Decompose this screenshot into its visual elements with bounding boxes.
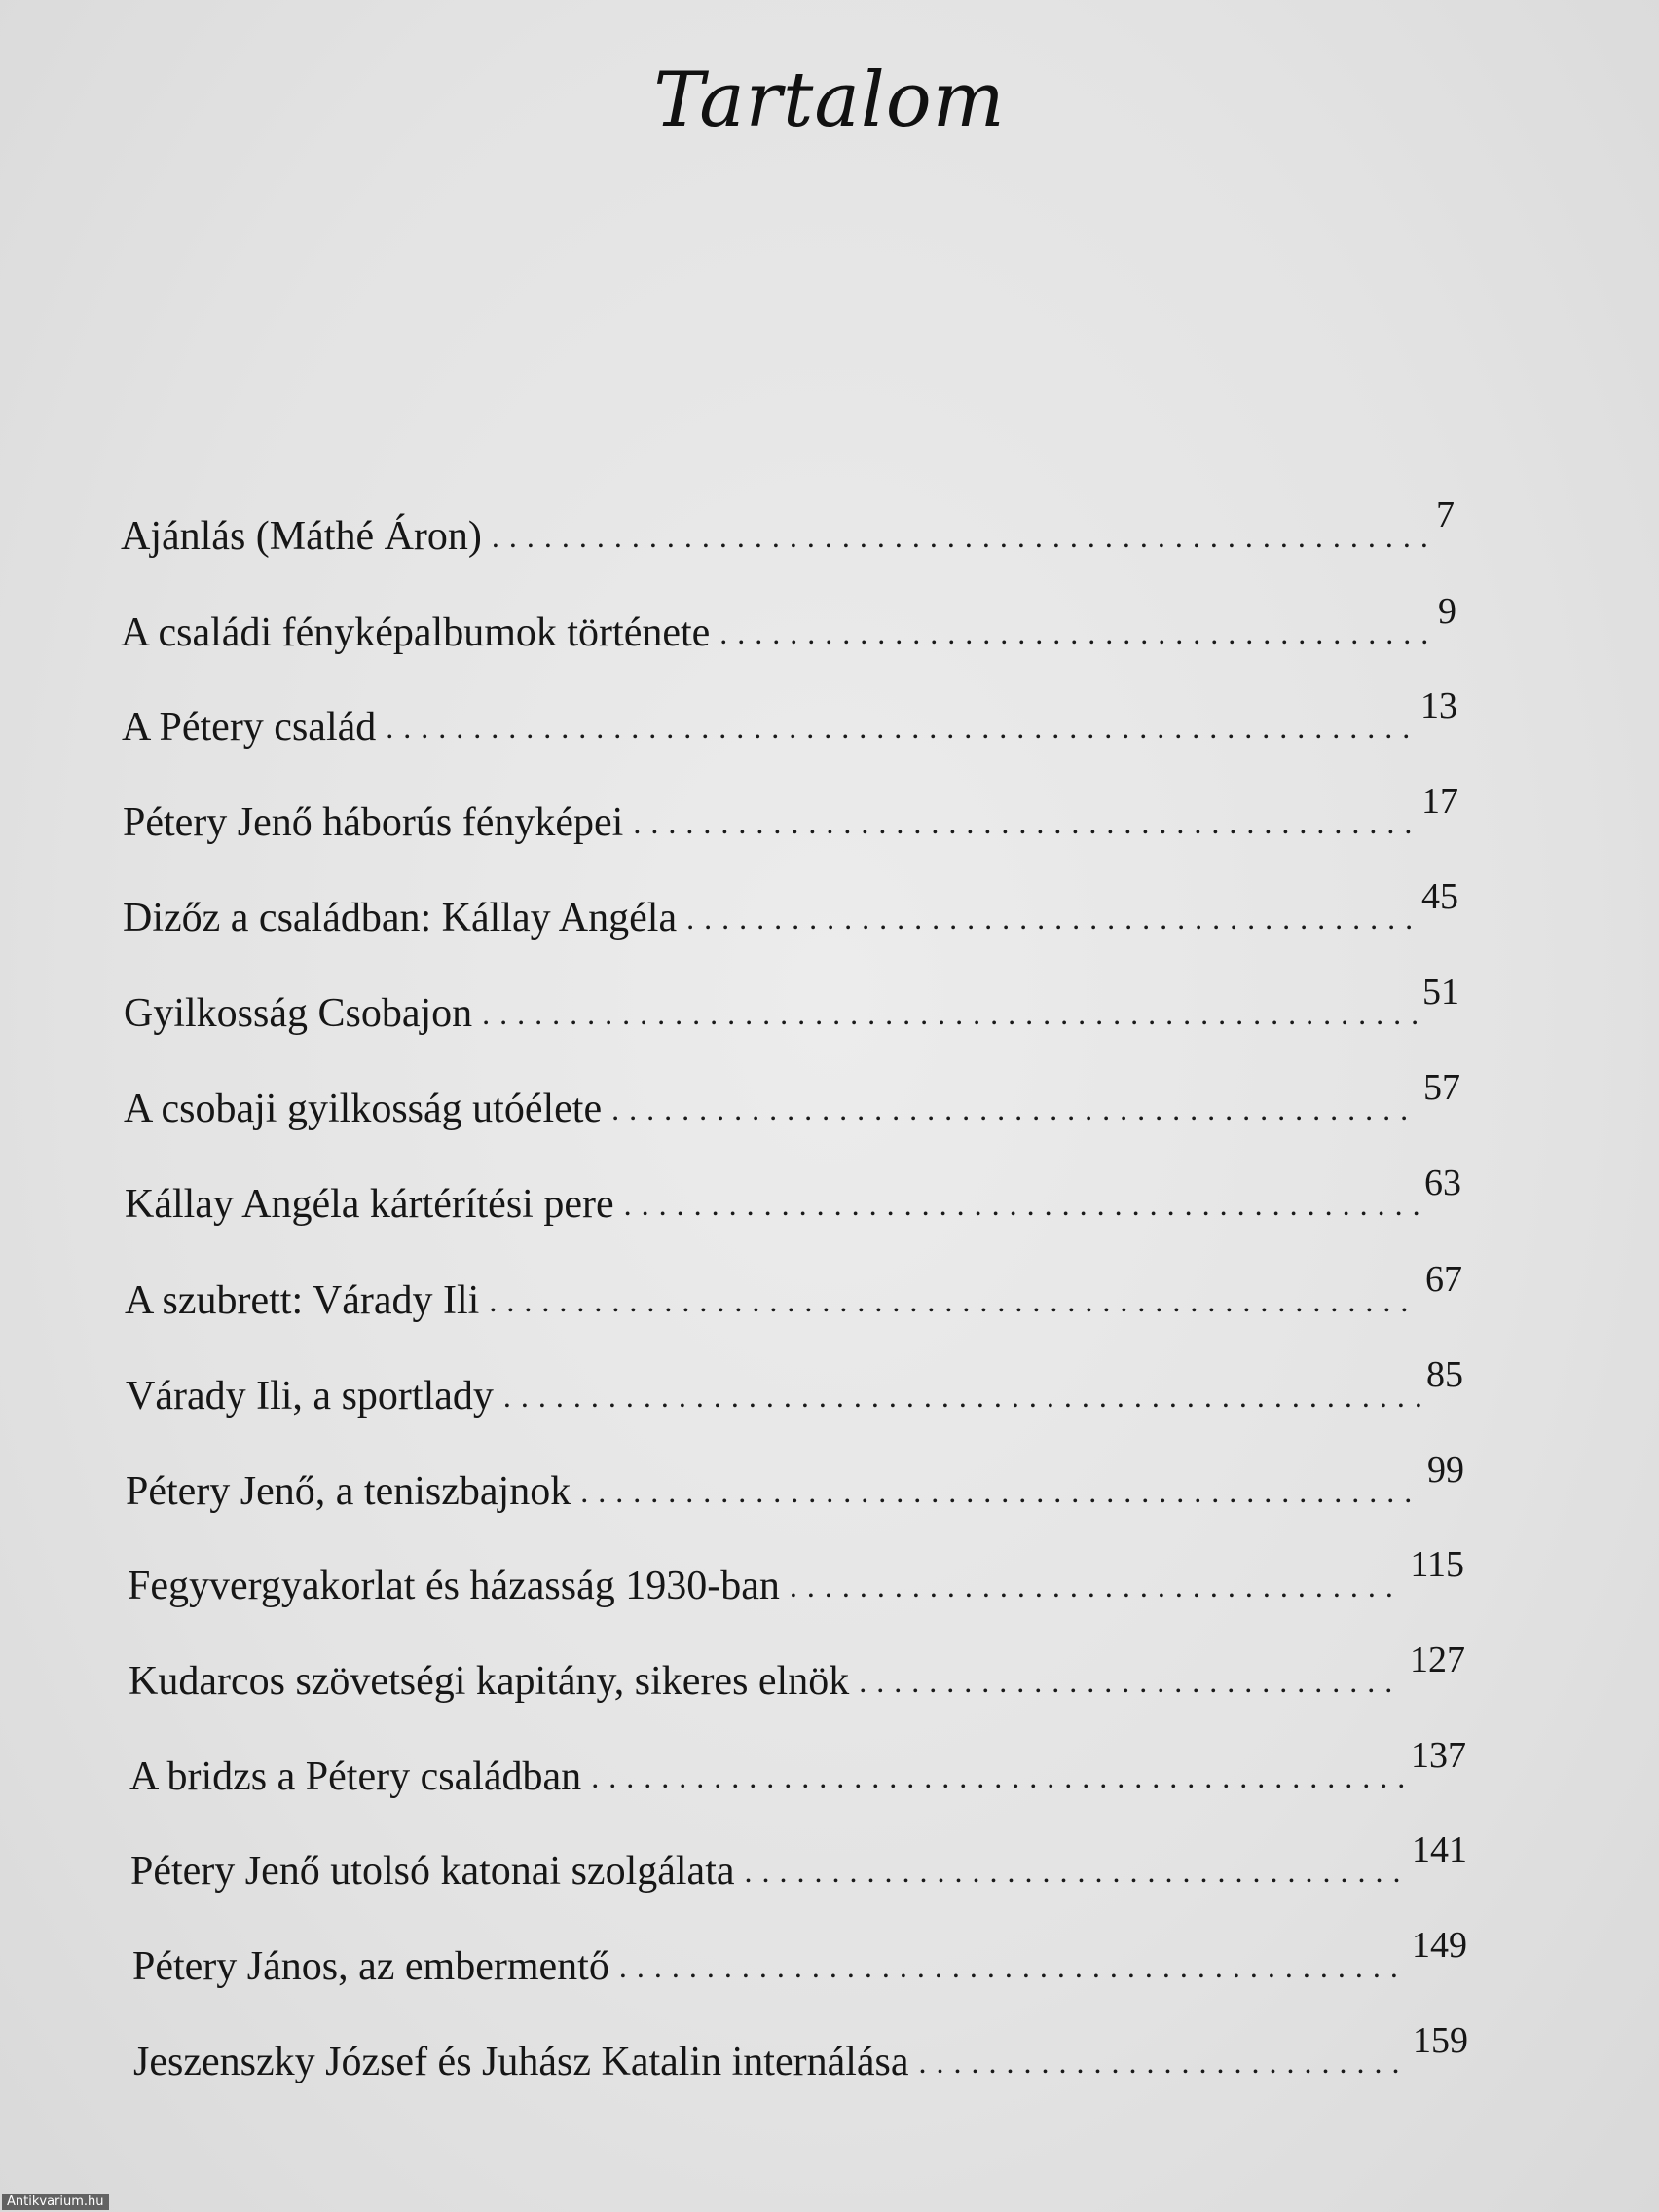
- dot-leader: [745, 1848, 1406, 1895]
- toc-entry-title: Pétery Jenő háborús fényképei: [123, 800, 624, 845]
- toc-entry: [128, 1544, 1464, 1609]
- toc-entry-title: A szubrett: Várady Ili: [125, 1278, 480, 1323]
- toc-entry: [124, 1067, 1460, 1132]
- watermark-label: Antikvarium.hu: [2, 2194, 109, 2210]
- dot-leader: [859, 1658, 1404, 1705]
- dot-leader: [624, 1181, 1419, 1228]
- dot-leader: [591, 1753, 1405, 1800]
- toc-entry: [129, 1735, 1466, 1800]
- toc-entry: [124, 972, 1459, 1037]
- toc-entry-title: A bridzs a Pétery családban: [129, 1754, 582, 1799]
- toc-entry-page: 137: [1411, 1735, 1466, 1776]
- toc-entry-title: Jeszenszky József és Juhász Katalin internálása: [133, 2040, 909, 2084]
- toc-entry: [125, 1259, 1462, 1324]
- toc-entry-page: 85: [1426, 1354, 1463, 1395]
- dot-leader: [790, 1563, 1405, 1609]
- toc-entry-title: A családi fényképalbumok története: [121, 610, 711, 655]
- toc-entry: [129, 1640, 1465, 1705]
- dot-leader: [503, 1373, 1420, 1419]
- toc-entry-page: 57: [1423, 1067, 1460, 1108]
- toc-entry: [121, 591, 1456, 656]
- toc-entry-page: 149: [1412, 1925, 1467, 1966]
- dot-leader: [386, 704, 1415, 751]
- toc-entry-title: Fegyvergyakorlat és házasság 1930-ban: [128, 1564, 780, 1608]
- toc-entry-page: 45: [1421, 876, 1458, 917]
- toc-entry-page: 51: [1422, 972, 1459, 1013]
- dot-leader: [619, 1943, 1406, 1990]
- dot-leader: [611, 1086, 1418, 1132]
- toc-entry: [123, 876, 1458, 941]
- dot-leader: [580, 1468, 1421, 1515]
- toc-entry: [133, 2020, 1468, 2085]
- page-title: Tartalom: [653, 56, 1006, 144]
- toc-entry-page: 115: [1410, 1544, 1464, 1585]
- toc-entry: [123, 781, 1458, 846]
- toc-entry-page: 13: [1420, 685, 1457, 726]
- toc-entry-page: 9: [1438, 591, 1456, 632]
- dot-leader: [492, 513, 1430, 560]
- dot-leader: [633, 799, 1416, 846]
- toc-entry-page: 17: [1421, 781, 1458, 822]
- dot-leader: [919, 2039, 1407, 2085]
- toc-entry-page: 141: [1412, 1829, 1467, 1870]
- toc-entry-title: Pétery Jenő utolsó katonai szolgálata: [130, 1849, 735, 1894]
- toc-entry-title: Gyilkosság Csobajon: [124, 991, 473, 1036]
- toc-entry: [125, 1162, 1461, 1228]
- toc-entry-title: Kudarcos szövetségi kapitány, sikeres elnök: [129, 1659, 850, 1704]
- toc-entry: [130, 1829, 1467, 1895]
- toc-entry-title: Várady Ili, a sportlady: [126, 1374, 494, 1419]
- toc-entry-title: Pétery Jenő, a teniszbajnok: [126, 1469, 571, 1514]
- toc-entry-title: A Pétery család: [122, 705, 377, 750]
- toc-entry-page: 63: [1424, 1162, 1461, 1203]
- toc-entry-title: Ajánlás (Máthé Áron): [121, 514, 482, 559]
- toc-entry: [126, 1354, 1463, 1419]
- toc-entry-title: A csobaji gyilkosság utóélete: [124, 1087, 603, 1131]
- toc-entry-title: Pétery János, az embermentő: [132, 1944, 609, 1989]
- dot-leader: [482, 990, 1417, 1037]
- toc-entry: [132, 1925, 1467, 1990]
- toc-entry-page: 99: [1427, 1450, 1464, 1491]
- toc-entry: [122, 685, 1457, 751]
- toc-entry-title: Dizőz a családban: Kállay Angéla: [123, 896, 678, 940]
- toc-entry: [126, 1450, 1464, 1515]
- toc-entry-page: 7: [1436, 495, 1455, 535]
- dot-leader: [686, 895, 1416, 941]
- toc-entry-page: 127: [1410, 1640, 1465, 1680]
- dot-leader: [719, 609, 1432, 656]
- dot-leader: [489, 1277, 1419, 1324]
- toc-entry-page: 67: [1425, 1259, 1462, 1300]
- toc-entry: [121, 495, 1455, 560]
- toc-entry-page: 159: [1413, 2020, 1468, 2061]
- toc-entry-title: Kállay Angéla kártérítési pere: [125, 1182, 614, 1227]
